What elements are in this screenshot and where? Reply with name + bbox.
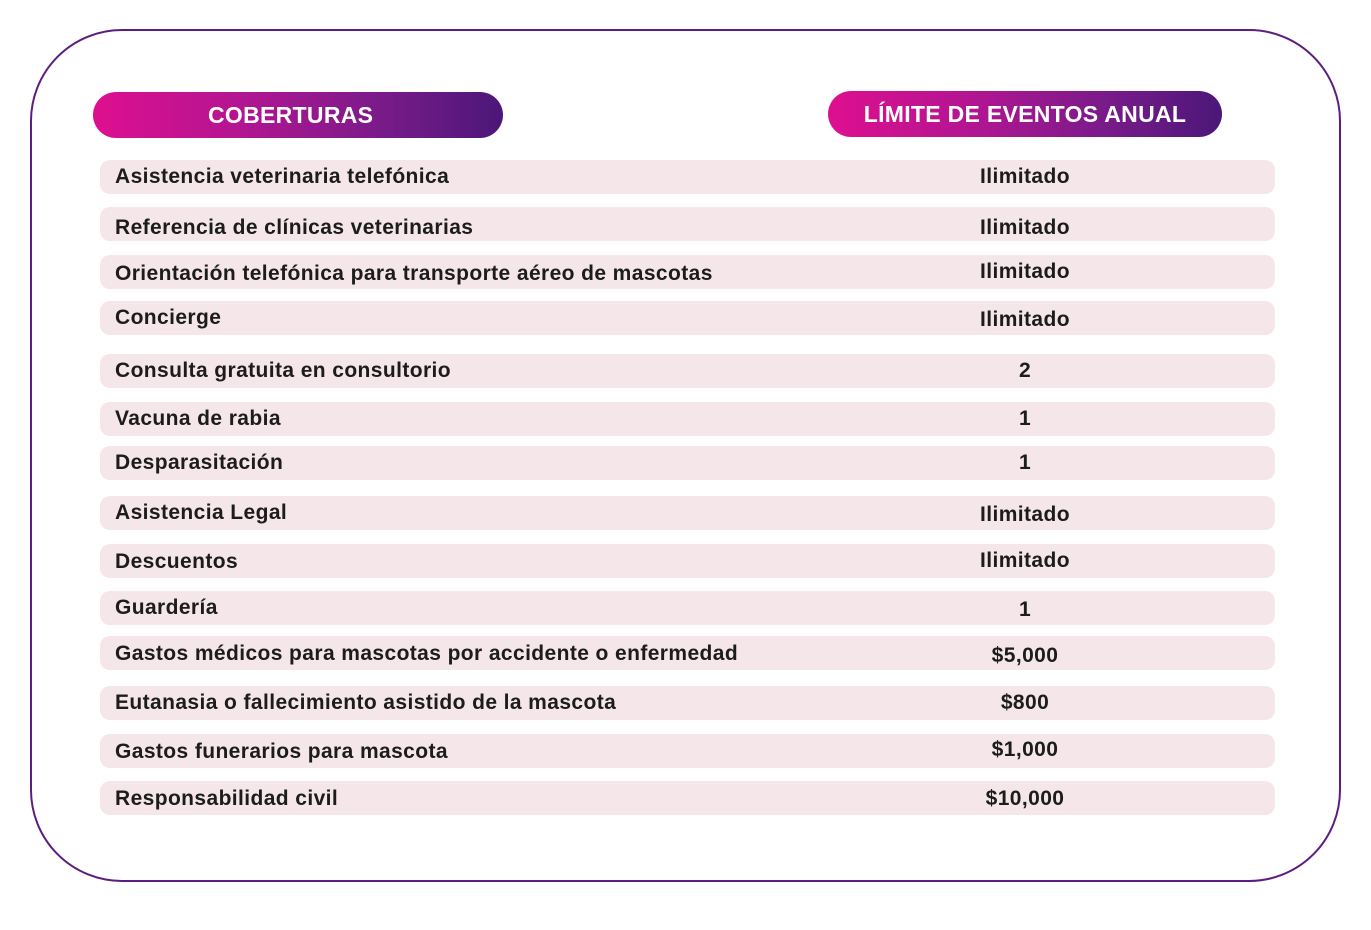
coverage-column-header [93,92,503,138]
table-row [100,686,1275,720]
coverage-limit: $5,000 [991,644,1059,667]
coverage-name: Gastos funerarios para mascota [115,740,448,763]
coverage-name: Consulta gratuita en consultorio [115,359,451,382]
table-row [100,446,1275,480]
coverage-name: Desparasitación [115,451,284,474]
table-row [100,496,1275,530]
coverage-limit: Ilimitado [980,216,1070,239]
table-row [100,734,1275,768]
coverage-limit: 1 [1018,451,1032,474]
table-row [100,544,1275,578]
table-row [100,207,1275,241]
coverage-name: Referencia de clínicas veterinarias [115,216,474,239]
coverage-limit: $10,000 [985,787,1065,810]
coverage-limit: Ilimitado [980,308,1070,331]
coverage-limit: 2 [1018,359,1032,382]
coverage-name: Descuentos [115,550,239,573]
table-row [100,301,1275,335]
coverage-limit: Ilimitado [980,549,1070,572]
coverage-name: Asistencia Legal [115,501,288,524]
coverage-limit: Ilimitado [980,165,1070,188]
table-row [100,255,1275,289]
coverage-name: Guardería [115,596,218,619]
coverage-name: Gastos médicos para mascotas por accidente o enfermedad [115,642,739,665]
table-row [100,354,1275,388]
table-row [100,160,1275,194]
limit-column-header [828,91,1222,137]
coverage-name: Concierge [115,306,222,329]
table-row [100,402,1275,436]
coverage-header-label: COBERTURAS [208,101,374,128]
coverage-name: Asistencia veterinaria telefónica [115,165,450,188]
coverage-limit: Ilimitado [980,260,1070,283]
coverage-name: Eutanasia o fallecimiento asistido de la mascota [115,691,617,714]
coverage-limit: $1,000 [991,738,1059,761]
coverage-limit: 1 [1018,598,1032,621]
table-row [100,591,1275,625]
table-row [100,636,1275,670]
table-row [100,781,1275,815]
coverage-name: Orientación telefónica para transporte aéreo de mascotas [115,262,713,285]
coverage-limit: $800 [1000,691,1050,714]
coverage-name: Responsabilidad civil [115,787,339,810]
coverage-limit: 1 [1018,407,1032,430]
coverage-name: Vacuna de rabia [115,407,281,430]
coverage-limit: Ilimitado [980,503,1070,526]
limit-header-label: LÍMITE DE EVENTOS ANUAL [863,100,1187,127]
